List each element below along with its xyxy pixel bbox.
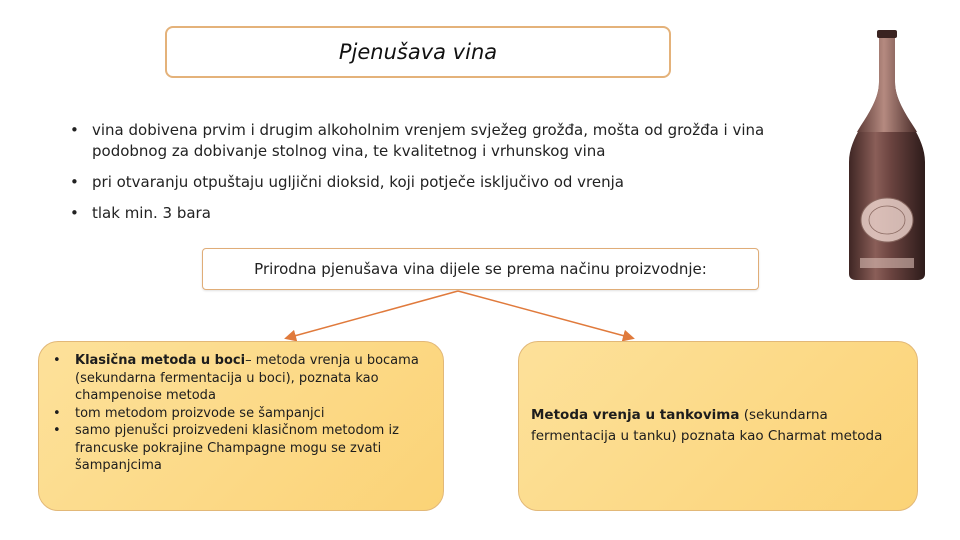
bullet-dot: • xyxy=(53,423,61,438)
tank-method-text: (sekundarna fermentacija u tanku) poznata kao Charmat metoda xyxy=(531,407,883,444)
bullet-text: vina dobivena prvim i drugim alkoholnim vrenjem svježeg grožđa, mošta od grožđa i vina podobnog za dobivanje stolnog vina, te kvalitetnog i vrhunskog vina xyxy=(92,121,765,160)
list-item xyxy=(53,405,429,423)
classic-method-card xyxy=(38,341,444,511)
tank-method-card xyxy=(518,341,918,511)
bullet-dot: • xyxy=(70,204,79,222)
bullet-dot: • xyxy=(53,405,61,421)
arrow-left xyxy=(287,291,458,338)
tank-method-title: Metoda vrenja u tankovima xyxy=(531,407,740,423)
page-title: Pjenušava vina xyxy=(338,40,498,64)
bullet-text: tlak min. 3 bara xyxy=(92,204,211,222)
classic-method-title: Klasična metoda u boci xyxy=(75,353,246,368)
bullet-dot: • xyxy=(70,121,79,139)
list-item-text: samo pjenušci proizvedeni klasičnom metodom iz francuske pokrajine Champagne mogu se zvati šampanjcima xyxy=(75,423,399,473)
bullet-dot: • xyxy=(53,353,61,368)
bullet-dot: • xyxy=(70,173,79,191)
bullet-text: pri otvaranju otpuštaju ugljični dioksid, koji potječe isključivo od vrenja xyxy=(92,173,624,191)
subheading-text: Prirodna pjenušava vina dijele se prema načinu proizvodnje: xyxy=(254,260,707,278)
list-item xyxy=(53,352,429,405)
classic-method-text: – metoda vrenja u bocama (sekundarna fermentacija u boci), poznata kao champenoise metoda xyxy=(75,353,419,403)
list-item xyxy=(53,422,429,475)
arrow-right xyxy=(458,291,632,338)
champagne-bottle-image xyxy=(842,28,932,284)
list-item-text: tom metodom proizvode se šampanjci xyxy=(75,405,325,421)
